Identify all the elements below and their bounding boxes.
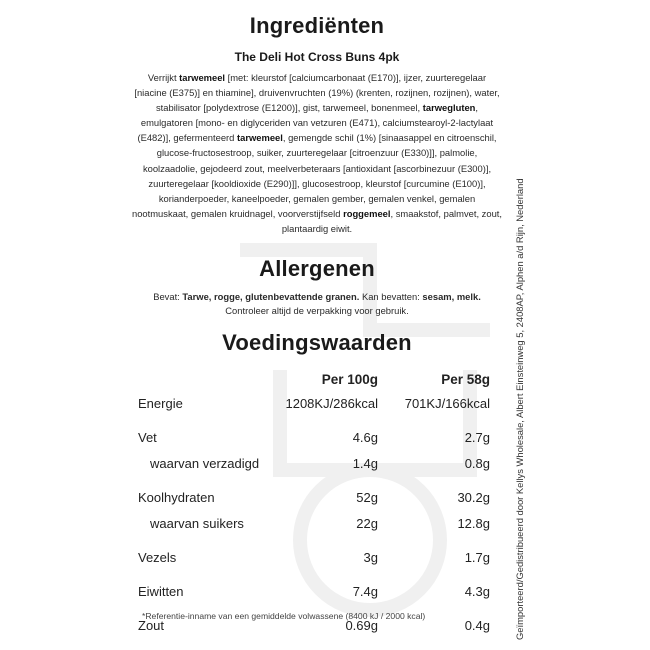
- nutrient-name: Vet: [138, 429, 157, 445]
- row-spacer: [138, 416, 490, 424]
- ingredient-allergen: tarwegluten: [422, 102, 476, 114]
- nutrition-row: [138, 544, 490, 570]
- value-per100: 1208KJ/286kcal: [285, 395, 378, 411]
- allergens-heading: Allergenen: [259, 256, 375, 281]
- value-per58: 2.7g: [464, 429, 490, 445]
- may-contain-value: sesam, melk.: [422, 291, 481, 302]
- value-per100: 3g: [363, 549, 378, 565]
- col-header-per58: Per 58g: [441, 371, 490, 387]
- nutrient-name: waarvan verzadigd: [150, 455, 260, 471]
- value-per100: 7.4g: [352, 583, 378, 599]
- reference-intake-footnote: *Referentie-inname van een gemiddelde volwassene (8400 kJ / 2000 kcal): [142, 611, 426, 621]
- nutrient-name: Eiwitten: [138, 583, 184, 599]
- ingredient-text: [met: kleurstof [calciumcarbonaat (E170)], ijzer, zuurteregelaar [niacine (E375)] en thiamine], druivenvruchten (19%) (krenten, rozijnen, rozijnen), water, stabilisator [polydextrose (E1200)], gist, tarwemeel, bonenmeel,: [134, 72, 500, 114]
- nutrition-row: [138, 510, 490, 536]
- value-per58: 1.7g: [464, 549, 490, 565]
- product-name: The Deli Hot Cross Buns 4pk: [234, 50, 400, 64]
- ingredient-allergen: tarwemeel: [179, 72, 226, 83]
- value-per58: 4.3g: [464, 583, 490, 599]
- may-contain-label: Kan bevatten:: [359, 291, 423, 302]
- ingredient-text: , emulgatoren [mono- en diglyceriden van vetzuren (E471), calciumstearoyl-2-lactylaat (E482)], gefermenteerd: [137, 102, 494, 144]
- value-per100: 0.69g: [345, 617, 378, 633]
- value-per100: 52g: [356, 489, 378, 505]
- contains-value: Tarwe, rogge, glutenbevattende granen.: [182, 291, 360, 302]
- value-per58: 701KJ/166kcal: [404, 395, 490, 411]
- row-spacer: [138, 476, 490, 484]
- value-per58: 0.8g: [464, 455, 490, 471]
- importer-note: Geïmporteerd/Gedistribueerd door Kellys Wholesale, Albert Einsteinweg 5, 2408AP, Alphen a/d Rijn, Nederland: [514, 178, 525, 640]
- ingredient-text: , smaakstof, palmvet, zout, plantaardig eiwit.: [281, 207, 502, 234]
- ingredient-allergen: roggemeel: [343, 207, 391, 219]
- value-per100: 4.6g: [352, 429, 378, 445]
- value-per58: 0.4g: [464, 617, 490, 633]
- nutrition-row: [138, 390, 490, 416]
- nutrient-name: Vezels: [138, 549, 177, 565]
- row-spacer: [138, 570, 490, 578]
- ingredient-text: , gemengde schil (1%) [sinaasappel en citroenschil, glucose-fructosestroop, suiker, zuurteregelaar [citroenzuur (E330)]], palmolie, koolzaadolie, gejodeerd zout, meelverbeteraars [antioxidant [ascorbinezuur (E300)], zuurteregelaar [kooldioxide (E290)]], glucosestroop, kleurstof [curcumine (E100)], korianderpoeder, kaneelpoeder, gemalen gember, gemalen venkel, gemalen nootmuskaat, gemalen kruidnagel, voorverstijfseld: [132, 132, 497, 219]
- row-spacer: [138, 536, 490, 544]
- value-per100: 1.4g: [352, 455, 378, 471]
- nutrition-row: [138, 424, 490, 450]
- nutrient-name: Energie: [138, 395, 183, 411]
- contains-label: Bevat:: [153, 291, 183, 302]
- ingredients-text: [132, 70, 502, 236]
- nutrient-name: waarvan suikers: [150, 515, 244, 531]
- ingredient-text: Verrijkt: [147, 72, 180, 83]
- nutrition-row: [138, 484, 490, 510]
- nutrition-rows: [138, 390, 490, 638]
- ingredient-allergen: tarwemeel: [237, 132, 283, 144]
- value-per100: 22g: [356, 515, 378, 531]
- value-per58: 12.8g: [457, 515, 490, 531]
- nutrient-name: Koolhydraten: [138, 489, 215, 505]
- ingredients-heading: Ingrediënten: [249, 13, 385, 38]
- col-header-per100: Per 100g: [321, 371, 378, 387]
- nutrient-name: Zout: [138, 617, 165, 633]
- check-packaging-note: Controleer altijd de verpakking voor gebruik.: [225, 305, 409, 316]
- allergen-info: [132, 290, 502, 318]
- nutrition-row: [138, 578, 490, 604]
- nutrition-row: [138, 450, 490, 476]
- nutrition-heading: Voedingswaarden: [222, 330, 412, 355]
- nutrition-table: [138, 368, 490, 638]
- value-per58: 30.2g: [457, 489, 490, 505]
